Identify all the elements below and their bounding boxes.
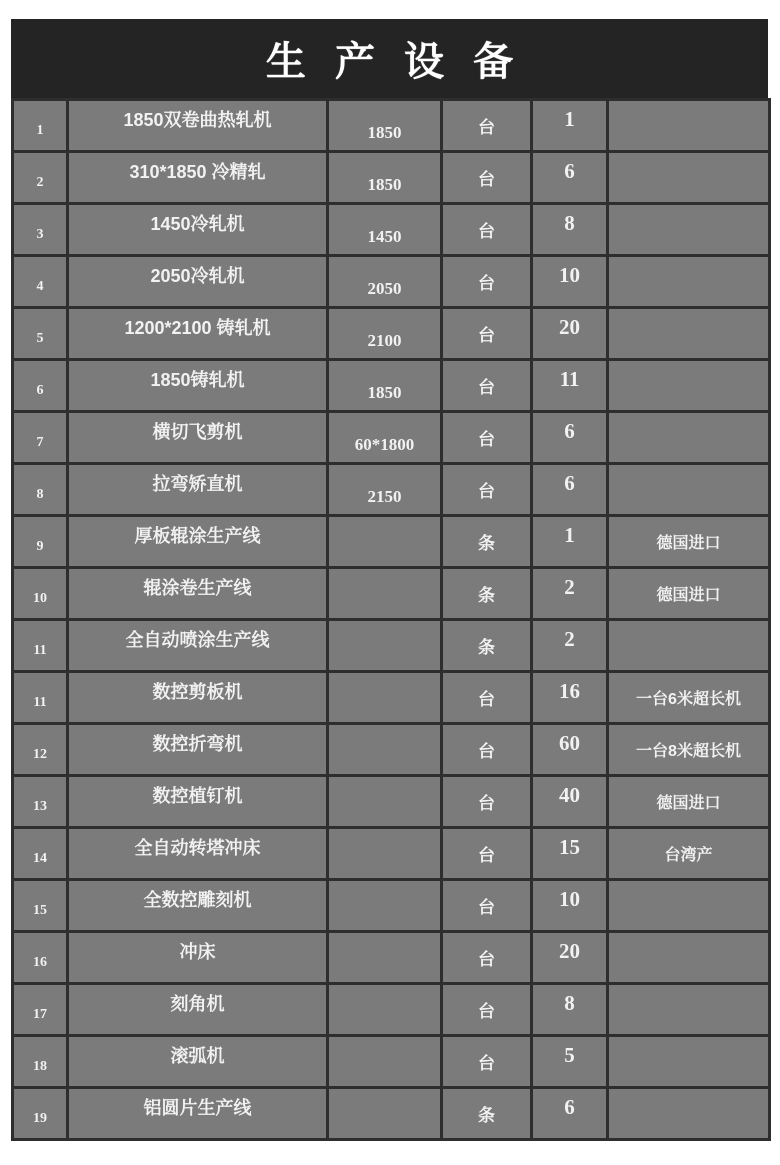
equipment-table-body xyxy=(13,100,770,1140)
table-row xyxy=(13,724,770,776)
unit-cell xyxy=(442,828,532,880)
quantity-cell-text: 15 xyxy=(559,835,580,859)
quantity-cell-text: 2 xyxy=(564,627,575,651)
spec-cell xyxy=(328,984,442,1036)
table-row xyxy=(13,204,770,256)
table-row xyxy=(13,880,770,932)
row-number-cell-text: 1 xyxy=(36,122,44,138)
quantity-cell-text: 20 xyxy=(559,315,580,339)
spec-cell-text: 2100 xyxy=(367,330,402,350)
unit-cell-text: 台 xyxy=(478,898,495,917)
note-cell-text: 一台6米超长机 xyxy=(636,691,741,708)
quantity-cell xyxy=(532,620,608,672)
equipment-name-cell-text: 数控剪板机 xyxy=(152,681,243,702)
table-row xyxy=(13,620,770,672)
unit-cell-text: 台 xyxy=(478,326,495,345)
page-title: 生 产 设 备 xyxy=(265,40,523,84)
quantity-cell xyxy=(532,100,608,152)
quantity-cell-text: 20 xyxy=(559,939,580,963)
quantity-cell xyxy=(532,152,608,204)
equipment-name-cell xyxy=(68,776,328,828)
note-cell xyxy=(608,1088,770,1140)
equipment-name-cell-text: 冲床 xyxy=(179,941,216,962)
unit-cell xyxy=(442,308,532,360)
spec-cell xyxy=(328,100,442,152)
table-row xyxy=(13,828,770,880)
quantity-cell-text: 40 xyxy=(559,783,580,807)
quantity-cell-text: 10 xyxy=(559,263,580,287)
spec-cell xyxy=(328,1088,442,1140)
note-cell xyxy=(608,100,770,152)
spec-cell-text: 1850 xyxy=(367,122,402,142)
unit-cell xyxy=(442,516,532,568)
quantity-cell-text: 1 xyxy=(564,523,575,547)
unit-cell-text: 台 xyxy=(478,1002,495,1021)
equipment-name-cell-text: 310*1850 冷精轧 xyxy=(129,161,266,182)
note-cell xyxy=(608,724,770,776)
row-number-cell xyxy=(13,620,68,672)
table-row xyxy=(13,516,770,568)
quantity-cell-text: 6 xyxy=(564,471,575,495)
unit-cell-text: 台 xyxy=(478,950,495,969)
row-number-cell-text: 7 xyxy=(36,434,44,450)
quantity-cell xyxy=(532,568,608,620)
spec-cell xyxy=(328,932,442,984)
spec-cell xyxy=(328,152,442,204)
note-cell-text: 一台8米超长机 xyxy=(636,743,741,760)
table-row xyxy=(13,464,770,516)
equipment-name-cell xyxy=(68,204,328,256)
equipment-name-cell xyxy=(68,308,328,360)
equipment-name-cell-text: 1200*2100 铸轧机 xyxy=(124,317,271,338)
table-row xyxy=(13,360,770,412)
quantity-cell-text: 16 xyxy=(559,679,580,703)
unit-cell-text: 条 xyxy=(478,1106,495,1125)
spec-cell xyxy=(328,776,442,828)
row-number-cell xyxy=(13,360,68,412)
equipment-name-cell xyxy=(68,256,328,308)
row-number-cell-text: 16 xyxy=(33,954,47,970)
note-cell xyxy=(608,204,770,256)
quantity-cell xyxy=(532,464,608,516)
unit-cell xyxy=(442,1088,532,1140)
equipment-name-cell-text: 厚板辊涂生产线 xyxy=(134,525,261,546)
equipment-name-cell-text: 1450冷轧机 xyxy=(150,213,245,234)
spec-cell xyxy=(328,672,442,724)
unit-cell-text: 台 xyxy=(478,430,495,449)
equipment-name-cell-text: 滚弧机 xyxy=(170,1045,225,1066)
table-row xyxy=(13,308,770,360)
unit-cell-text: 台 xyxy=(478,846,495,865)
unit-cell xyxy=(442,880,532,932)
row-number-cell-text: 18 xyxy=(33,1058,47,1074)
equipment-name-cell xyxy=(68,100,328,152)
row-number-cell-text: 19 xyxy=(33,1110,47,1126)
quantity-cell xyxy=(532,1036,608,1088)
spec-cell-text: 2150 xyxy=(367,486,402,506)
note-cell-text: 德国进口 xyxy=(656,587,721,604)
row-number-cell xyxy=(13,152,68,204)
quantity-cell xyxy=(532,880,608,932)
quantity-cell xyxy=(532,1088,608,1140)
unit-cell xyxy=(442,204,532,256)
equipment-name-cell xyxy=(68,1036,328,1088)
quantity-cell-text: 60 xyxy=(559,731,580,755)
equipment-name-cell xyxy=(68,516,328,568)
spec-cell xyxy=(328,1036,442,1088)
row-number-cell-text: 2 xyxy=(36,174,44,190)
equipment-name-cell xyxy=(68,672,328,724)
unit-cell xyxy=(442,100,532,152)
equipment-name-cell-text: 刻角机 xyxy=(170,993,225,1014)
row-number-cell xyxy=(13,880,68,932)
quantity-cell-text: 1 xyxy=(564,107,575,131)
quantity-cell xyxy=(532,360,608,412)
row-number-cell xyxy=(13,828,68,880)
quantity-cell xyxy=(532,932,608,984)
unit-cell xyxy=(442,672,532,724)
row-number-cell xyxy=(13,932,68,984)
equipment-name-cell xyxy=(68,1088,328,1140)
row-number-cell xyxy=(13,464,68,516)
note-cell xyxy=(608,880,770,932)
equipment-name-cell-text: 全自动喷涂生产线 xyxy=(125,629,270,650)
quantity-cell-text: 8 xyxy=(564,211,575,235)
note-cell xyxy=(608,776,770,828)
spec-cell xyxy=(328,724,442,776)
row-number-cell-text: 12 xyxy=(33,746,47,762)
quantity-cell-text: 8 xyxy=(564,991,575,1015)
quantity-cell-text: 6 xyxy=(564,419,575,443)
row-number-cell xyxy=(13,308,68,360)
table-row xyxy=(13,776,770,828)
spec-cell xyxy=(328,568,442,620)
row-number-cell-text: 10 xyxy=(33,590,47,606)
quantity-cell xyxy=(532,308,608,360)
unit-cell-text: 条 xyxy=(478,534,495,553)
row-number-cell-text: 3 xyxy=(36,226,44,242)
unit-cell-text: 台 xyxy=(478,690,495,709)
equipment-name-cell xyxy=(68,412,328,464)
unit-cell-text: 条 xyxy=(478,638,495,657)
quantity-cell-text: 10 xyxy=(559,887,580,911)
note-cell xyxy=(608,464,770,516)
row-number-cell xyxy=(13,516,68,568)
equipment-name-cell-text: 数控植钉机 xyxy=(152,785,243,806)
unit-cell xyxy=(442,932,532,984)
note-cell xyxy=(608,672,770,724)
unit-cell xyxy=(442,724,532,776)
spec-cell-text: 1850 xyxy=(367,174,402,194)
quantity-cell-text: 6 xyxy=(564,159,575,183)
equipment-name-cell xyxy=(68,464,328,516)
note-cell xyxy=(608,516,770,568)
table-row xyxy=(13,1036,770,1088)
equipment-name-cell-text: 铝圆片生产线 xyxy=(143,1097,252,1118)
row-number-cell xyxy=(13,1088,68,1140)
row-number-cell xyxy=(13,672,68,724)
row-number-cell xyxy=(13,256,68,308)
note-cell xyxy=(608,620,770,672)
row-number-cell xyxy=(13,1036,68,1088)
equipment-name-cell xyxy=(68,880,328,932)
table-row xyxy=(13,100,770,152)
spec-cell xyxy=(328,360,442,412)
equipment-name-cell xyxy=(68,828,328,880)
table-row xyxy=(13,256,770,308)
table-row xyxy=(13,672,770,724)
unit-cell-text: 台 xyxy=(478,378,495,397)
spec-cell xyxy=(328,204,442,256)
row-number-cell-text: 5 xyxy=(36,330,44,346)
unit-cell xyxy=(442,984,532,1036)
row-number-cell-text: 8 xyxy=(36,486,44,502)
table-header xyxy=(11,19,768,98)
quantity-cell xyxy=(532,672,608,724)
row-number-cell xyxy=(13,724,68,776)
equipment-name-cell xyxy=(68,620,328,672)
equipment-name-cell-text: 全数控雕刻机 xyxy=(143,889,252,910)
equipment-name-cell xyxy=(68,360,328,412)
unit-cell-text: 条 xyxy=(478,586,495,605)
note-cell xyxy=(608,828,770,880)
spec-cell xyxy=(328,828,442,880)
unit-cell xyxy=(442,256,532,308)
quantity-cell-text: 5 xyxy=(564,1043,575,1067)
equipment-name-cell-text: 1850双卷曲热轧机 xyxy=(123,109,272,130)
equipment-name-cell xyxy=(68,932,328,984)
equipment-name-cell-text: 2050冷轧机 xyxy=(150,265,245,286)
row-number-cell xyxy=(13,776,68,828)
quantity-cell xyxy=(532,776,608,828)
table-row xyxy=(13,152,770,204)
spec-cell xyxy=(328,880,442,932)
table-row xyxy=(13,932,770,984)
row-number-cell xyxy=(13,100,68,152)
quantity-cell-text: 11 xyxy=(559,367,580,391)
unit-cell-text: 台 xyxy=(478,1054,495,1073)
row-number-cell xyxy=(13,984,68,1036)
unit-cell xyxy=(442,568,532,620)
quantity-cell xyxy=(532,256,608,308)
table-row xyxy=(13,412,770,464)
unit-cell xyxy=(442,412,532,464)
equipment-name-cell xyxy=(68,724,328,776)
unit-cell-text: 台 xyxy=(478,742,495,761)
spec-cell xyxy=(328,308,442,360)
equipment-name-cell xyxy=(68,568,328,620)
table-row xyxy=(13,568,770,620)
equipment-sheet xyxy=(11,19,768,1141)
equipment-name-cell-text: 全自动转塔冲床 xyxy=(134,837,261,858)
table-row xyxy=(13,984,770,1036)
equipment-name-cell xyxy=(68,152,328,204)
unit-cell-text: 台 xyxy=(478,222,495,241)
row-number-cell-text: 9 xyxy=(36,538,44,554)
unit-cell-text: 台 xyxy=(478,274,495,293)
unit-cell xyxy=(442,776,532,828)
note-cell xyxy=(608,412,770,464)
quantity-cell xyxy=(532,984,608,1036)
spec-cell xyxy=(328,256,442,308)
equipment-name-cell xyxy=(68,984,328,1036)
note-cell xyxy=(608,984,770,1036)
quantity-cell xyxy=(532,204,608,256)
row-number-cell xyxy=(13,412,68,464)
note-cell-text: 台湾产 xyxy=(664,847,713,864)
unit-cell-text: 台 xyxy=(478,118,495,137)
unit-cell xyxy=(442,464,532,516)
note-cell xyxy=(608,1036,770,1088)
spec-cell xyxy=(328,516,442,568)
note-cell xyxy=(608,308,770,360)
equipment-name-cell-text: 1850铸轧机 xyxy=(150,369,245,390)
equipment-name-cell-text: 数控折弯机 xyxy=(152,733,243,754)
unit-cell-text: 台 xyxy=(478,170,495,189)
quantity-cell xyxy=(532,412,608,464)
quantity-cell-text: 2 xyxy=(564,575,575,599)
row-number-cell xyxy=(13,568,68,620)
unit-cell-text: 台 xyxy=(478,794,495,813)
note-cell xyxy=(608,932,770,984)
row-number-cell xyxy=(13,204,68,256)
spec-cell xyxy=(328,620,442,672)
row-number-cell-text: 15 xyxy=(33,902,47,918)
table-row xyxy=(13,1088,770,1140)
unit-cell xyxy=(442,152,532,204)
note-cell xyxy=(608,568,770,620)
row-number-cell-text: 6 xyxy=(36,382,44,398)
equipment-name-cell-text: 拉弯矫直机 xyxy=(152,473,243,494)
unit-cell xyxy=(442,360,532,412)
unit-cell xyxy=(442,620,532,672)
equipment-name-cell-text: 横切飞剪机 xyxy=(152,421,243,442)
row-number-cell-text: 13 xyxy=(33,798,47,814)
note-cell xyxy=(608,152,770,204)
equipment-table xyxy=(11,98,771,1141)
note-cell-text: 德国进口 xyxy=(656,795,721,812)
spec-cell-text: 2050 xyxy=(367,278,402,298)
unit-cell xyxy=(442,1036,532,1088)
note-cell xyxy=(608,256,770,308)
spec-cell-text: 1850 xyxy=(367,382,402,402)
row-number-cell-text: 14 xyxy=(33,850,47,866)
quantity-cell xyxy=(532,516,608,568)
equipment-name-cell-text: 辊涂卷生产线 xyxy=(143,577,252,598)
quantity-cell xyxy=(532,828,608,880)
note-cell-text: 德国进口 xyxy=(656,535,721,552)
quantity-cell xyxy=(532,724,608,776)
quantity-cell-text: 6 xyxy=(564,1095,575,1119)
spec-cell-text: 60*1800 xyxy=(354,434,415,454)
spec-cell xyxy=(328,412,442,464)
row-number-cell-text: 11 xyxy=(33,642,47,658)
row-number-cell-text: 4 xyxy=(36,278,44,294)
note-cell xyxy=(608,360,770,412)
row-number-cell-text: 11 xyxy=(33,694,47,710)
spec-cell-text: 1450 xyxy=(367,226,402,246)
unit-cell-text: 台 xyxy=(478,482,495,501)
spec-cell xyxy=(328,464,442,516)
row-number-cell-text: 17 xyxy=(33,1006,47,1022)
